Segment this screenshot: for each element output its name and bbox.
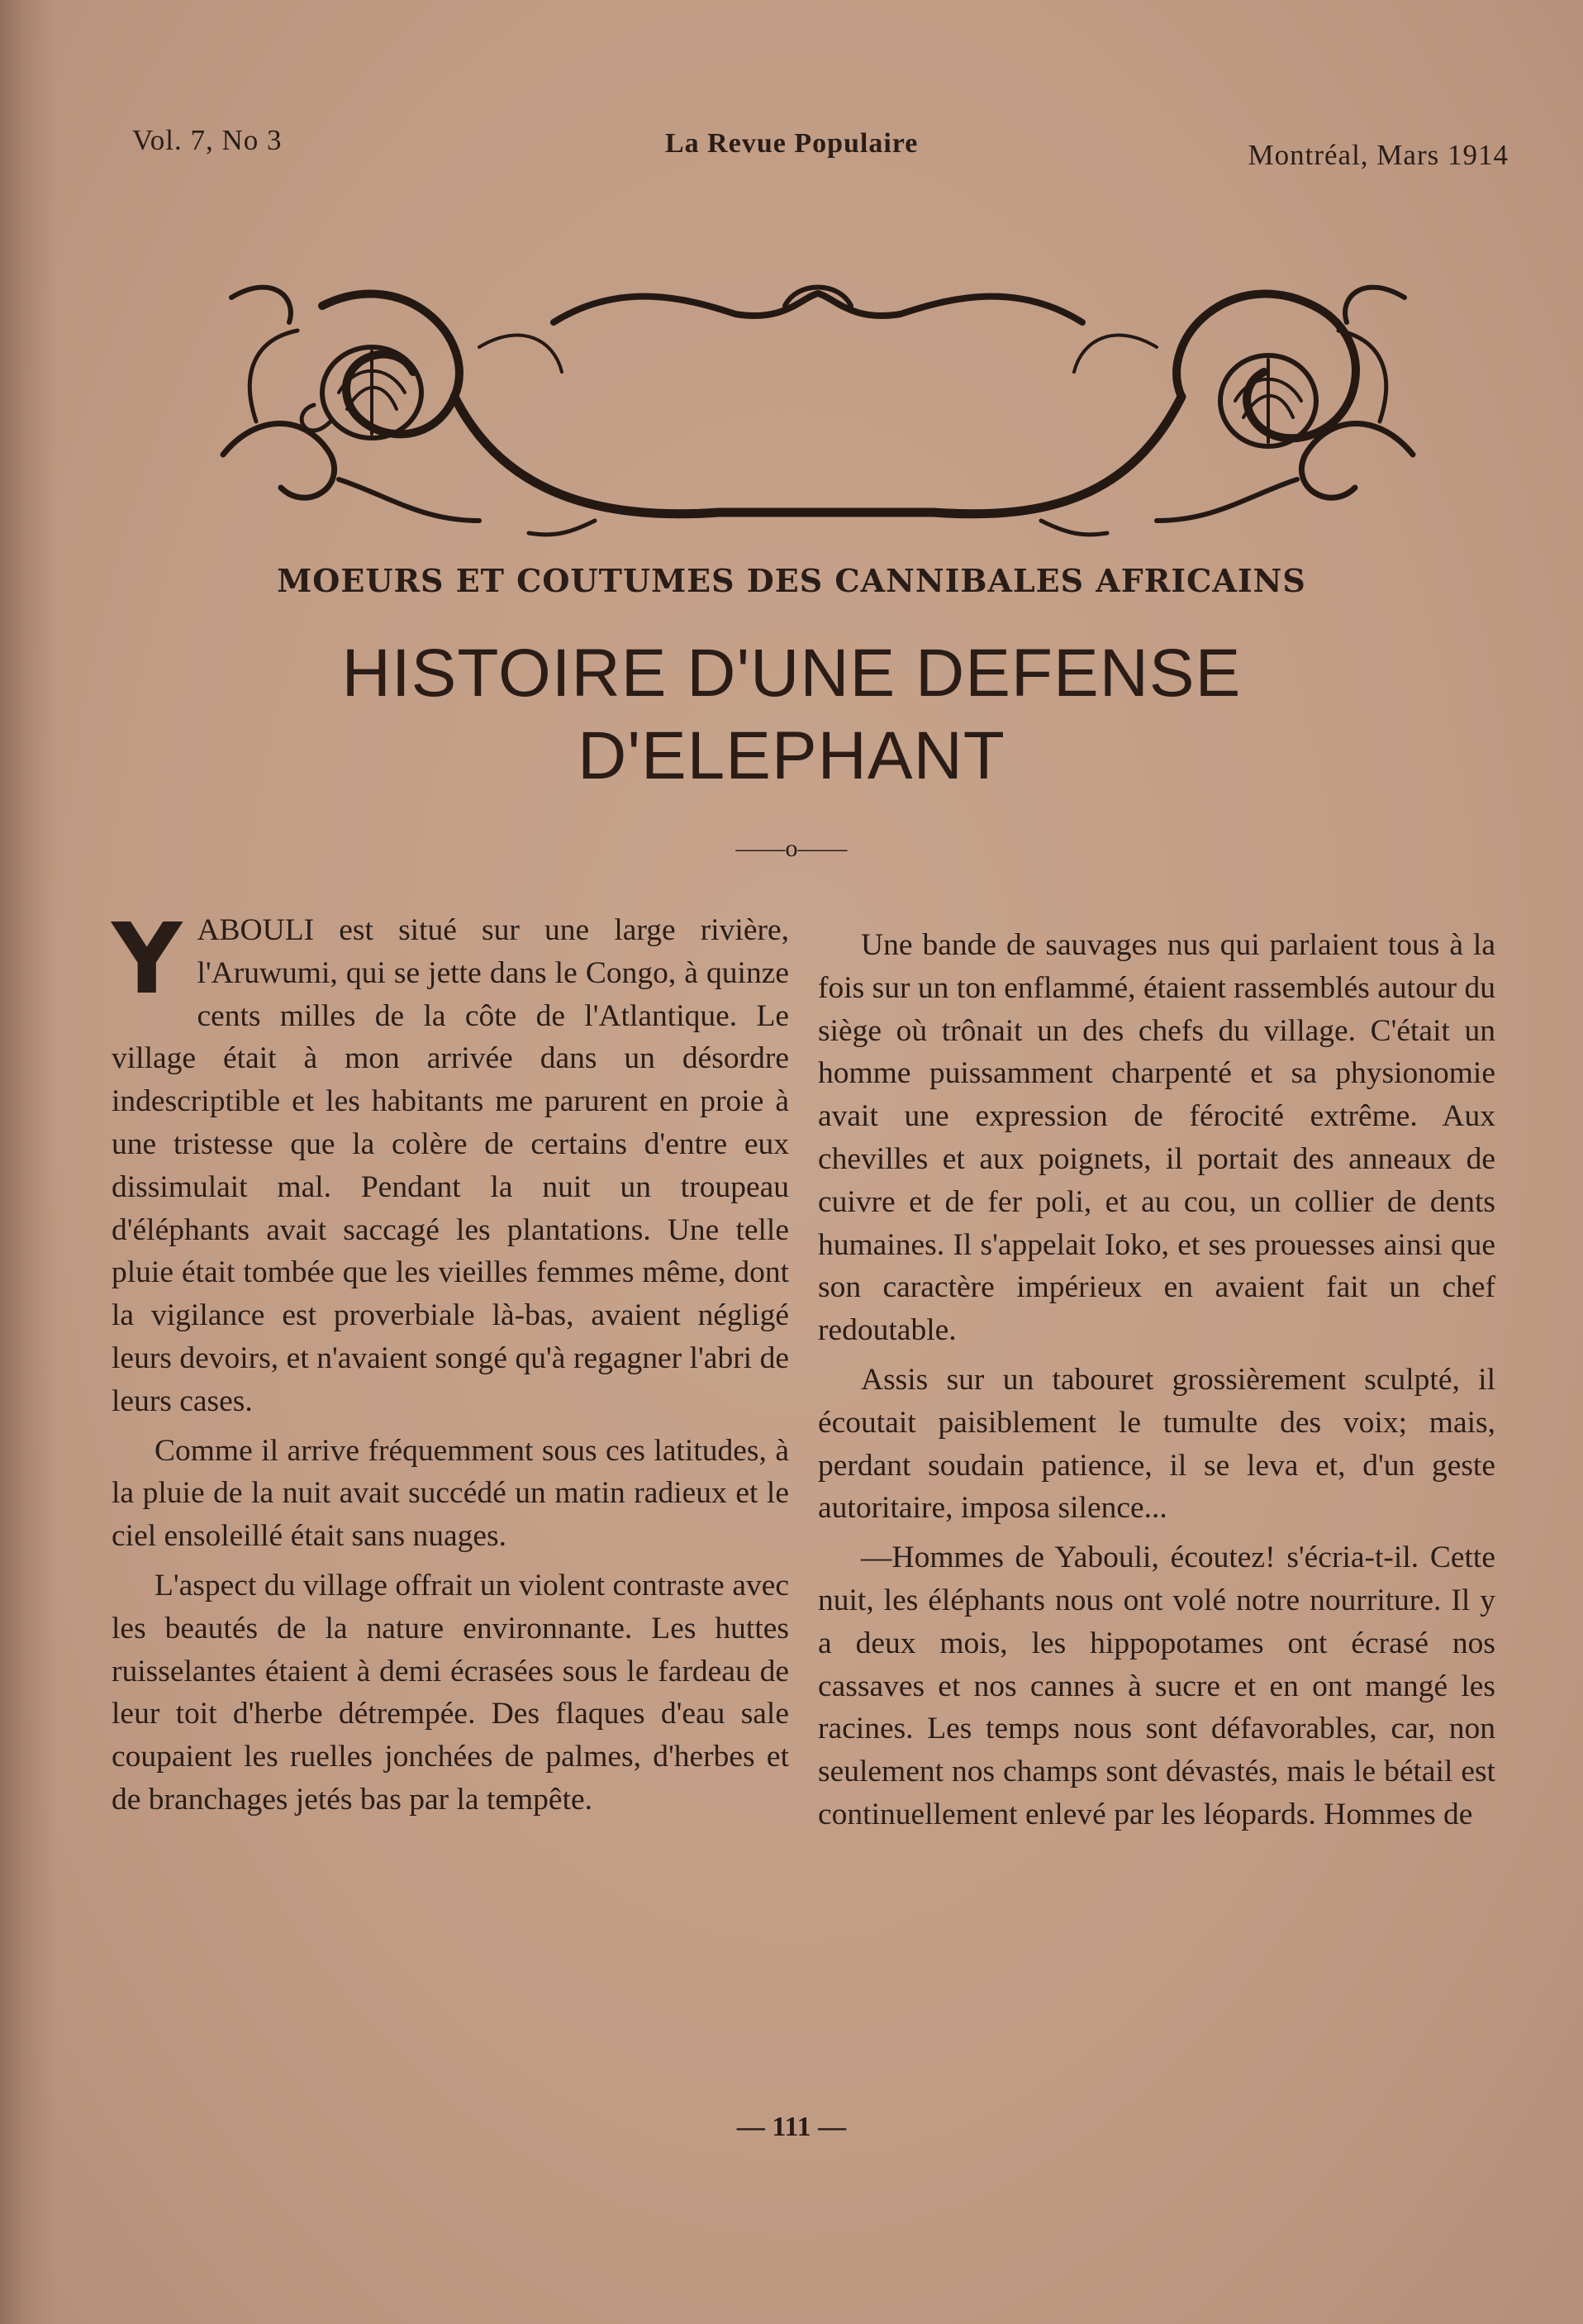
paragraph: —Hommes de Yabouli, écoutez! s'écria-t-il. Cette nuit, les éléphants nous ont volé notre nourriture. Il y a deux mois, les hippopotames ont écrasé nos cassaves et nos cannes à sucre et en ont mangé les racines. Les temps nous sont défavorables, car, non seulement nos champs sont dévastés, mais le bétail est continuellement enlevé par les léopards. Hommes de <box>818 1541 1495 1831</box>
article-supertitle: MOEURS ET COUTUMES DES CANNIBALES AFRICAINS <box>277 562 1306 599</box>
publication-name: La Revue Populaire <box>665 128 919 159</box>
left-column <box>112 902 789 1822</box>
article-title <box>0 632 1583 798</box>
paragraph <box>112 902 789 1423</box>
paragraph: L'aspect du village offrait un violent contraste avec les beautés de la nature environnante. Les huttes ruisselantes étaient à demi écrasées sous le fardeau de leur toit d'herbe détrempée. Des flaques d'eau sale coupaient les ruelles jonchées de palmes, d'herbes et de branchages jetés bas par la tempête. <box>112 1568 789 1817</box>
book-spine-shadow <box>0 0 58 2324</box>
volume-number: Vol. 7, No 3 <box>132 124 283 156</box>
title-line: D'ELEPHANT <box>578 718 1005 793</box>
paragraph: Une bande de sauvages nus qui parlaient tous à la fois sur un ton enflammé, étaient rassemblés autour du siège où trônait un des chefs du village. C'était un homme puissamment charpenté et sa physionomie avait une expression de férocité extrême. Aux chevilles et aux poignets, il portait des anneaux de cuivre et de fer poli, et au cou, un collier de dents humaines. Il s'appelait Ioko, et ses prouesses ainsi que son caractère impérieux en avaient fait un chef redoutable. <box>818 928 1495 1348</box>
place-date: Montréal, Mars 1914 <box>1248 139 1509 171</box>
section-divider: ——o—— <box>735 835 848 862</box>
running-header <box>132 124 1509 174</box>
title-line: HISTOIRE D'UNE DEFENSE <box>341 636 1242 711</box>
ornamental-headpiece-icon <box>207 248 1429 554</box>
right-column <box>818 924 1495 1836</box>
paragraph-text: ABOULI est situé sur une large rivière, l'Aruwumi, qui se jette dans le Congo, à quinze cents milles de la côte de l'Atlantique. Le village était à mon arrivée dans un désordre indescriptible et les habitants me parurent en proie à une tristesse que la colère de certains d'entre eux dissimulait mal. Pendant la nuit un troupeau d'éléphants avait saccagé les plantations. Une telle pluie était tombée que les vieilles femmes même, dont la vigilance est proverbiale là-bas, avaient négligé leurs devoirs, et n'avaient songé qu'à regagner l'abri de leurs cases. <box>112 913 789 1418</box>
drop-cap: Y <box>112 902 183 1016</box>
paragraph: Comme il arrive fréquemment sous ces latitudes, à la pluie de la nuit avait succédé un matin radieux et le ciel ensoleillé était sans nuages. <box>112 1433 789 1554</box>
paragraph: Assis sur un tabouret grossièrement sculpté, il écoutait paisiblement le tumulte des voix; mais, perdant soudain patience, il se leva et, d'un geste autoritaire, imposa silence... <box>818 1362 1495 1526</box>
page-number: — 111 — <box>736 2112 847 2142</box>
